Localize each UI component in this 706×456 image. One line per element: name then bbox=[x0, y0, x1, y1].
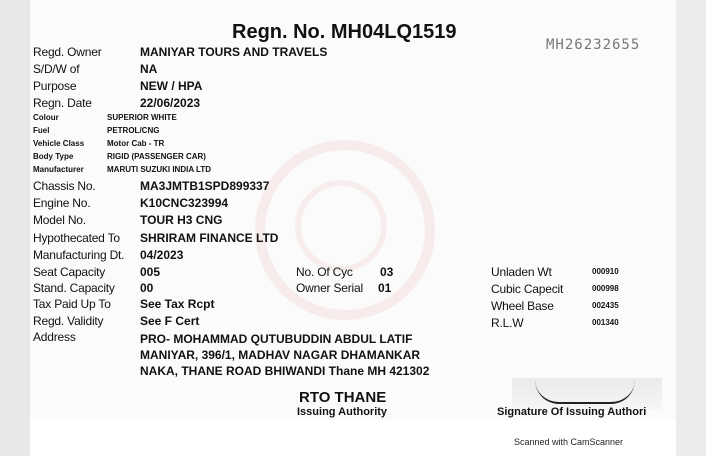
label-no-of-cyc: No. Of Cyc bbox=[296, 265, 353, 279]
value-body-type: RIGID (PASSENGER CAR) bbox=[107, 152, 206, 161]
address-line-3: NAKA, THANE ROAD BHIWANDI Thane MH 421302 bbox=[140, 364, 430, 378]
label-engine: Engine No. bbox=[33, 196, 91, 210]
label-rlw: R.L.W bbox=[491, 316, 524, 330]
label-regd-owner: Regd. Owner bbox=[33, 45, 102, 59]
value-sdw: NA bbox=[140, 62, 158, 76]
label-hypothecated: Hypothecated To bbox=[33, 231, 120, 245]
stamp-number: MH26232655 bbox=[546, 37, 641, 53]
value-stand-capacity: 00 bbox=[140, 281, 154, 295]
signature-caption: Signature Of Issuing Authori bbox=[497, 407, 647, 418]
value-purpose: NEW / HPA bbox=[140, 79, 203, 93]
label-colour: Colour bbox=[33, 113, 59, 122]
label-vehicle-class: Vehicle Class bbox=[33, 139, 85, 148]
value-chassis: MA3JMTB1SPD899337 bbox=[140, 179, 270, 193]
value-unladen-wt: 000910 bbox=[592, 267, 619, 276]
label-regn-date: Regn. Date bbox=[33, 96, 92, 110]
label-owner-serial: Owner Serial bbox=[296, 281, 363, 295]
label-wheel-base: Wheel Base bbox=[491, 299, 554, 313]
label-stand-capacity: Stand. Capacity bbox=[33, 281, 115, 295]
registration-title: Regn. No. MH04LQ1519 bbox=[232, 21, 457, 43]
value-vehicle-class: Motor Cab - TR bbox=[107, 139, 165, 148]
label-manufacturer: Manufacturer bbox=[33, 165, 84, 174]
value-engine: K10CNC323994 bbox=[140, 196, 229, 210]
label-model: Model No. bbox=[33, 213, 86, 227]
authority-caption: Issuing Authority bbox=[297, 407, 388, 418]
label-body-type: Body Type bbox=[33, 152, 74, 161]
value-wheel-base: 002435 bbox=[592, 301, 619, 310]
label-cubic-capacity: Cubic Capecit bbox=[491, 282, 564, 296]
value-mfg-date: 04/2023 bbox=[140, 248, 184, 262]
value-regn-date: 22/06/2023 bbox=[140, 96, 201, 110]
value-no-of-cyc: 03 bbox=[380, 265, 394, 279]
label-address: Address bbox=[33, 330, 76, 344]
label-chassis: Chassis No. bbox=[33, 179, 96, 193]
value-seat-capacity: 005 bbox=[140, 265, 161, 279]
value-fuel: PETROL/CNG bbox=[107, 126, 160, 135]
label-regd-validity: Regd. Validity bbox=[33, 314, 104, 328]
label-mfg-date: Manufacturing Dt. bbox=[33, 248, 125, 262]
value-colour: SUPERIOR WHITE bbox=[107, 113, 177, 122]
scan-border-right bbox=[676, 0, 706, 456]
value-cubic-capacity: 000998 bbox=[592, 284, 619, 293]
value-regd-owner: MANIYAR TOURS AND TRAVELS bbox=[140, 45, 328, 59]
label-purpose: Purpose bbox=[33, 79, 77, 93]
value-rlw: 001340 bbox=[592, 318, 619, 327]
value-regd-validity: See F Cert bbox=[140, 314, 200, 328]
value-hypothecated: SHRIRAM FINANCE LTD bbox=[140, 231, 279, 245]
scan-border-left bbox=[0, 0, 30, 456]
value-manufacturer: MARUTI SUZUKI INDIA LTD bbox=[107, 165, 211, 174]
handwritten-signature bbox=[535, 380, 635, 404]
label-tax-paid: Tax Paid Up To bbox=[33, 297, 111, 311]
value-owner-serial: 01 bbox=[378, 281, 392, 295]
address-line-2: MANIYAR, 396/1, MADHAV NAGAR DHAMANKAR bbox=[140, 348, 421, 362]
scanned-with-text: Scanned with CamScanner bbox=[514, 437, 624, 447]
authority-name: RTO THANE bbox=[299, 389, 387, 406]
value-tax-paid: See Tax Rcpt bbox=[140, 297, 215, 311]
value-model: TOUR H3 CNG bbox=[140, 213, 223, 227]
label-sdw: S/D/W of bbox=[33, 62, 80, 76]
label-fuel: Fuel bbox=[33, 126, 50, 135]
label-seat-capacity: Seat Capacity bbox=[33, 265, 106, 279]
label-unladen-wt: Unladen Wt bbox=[491, 265, 552, 279]
address-line-1: PRO- MOHAMMAD QUTUBUDDIN ABDUL LATIF bbox=[140, 332, 413, 346]
